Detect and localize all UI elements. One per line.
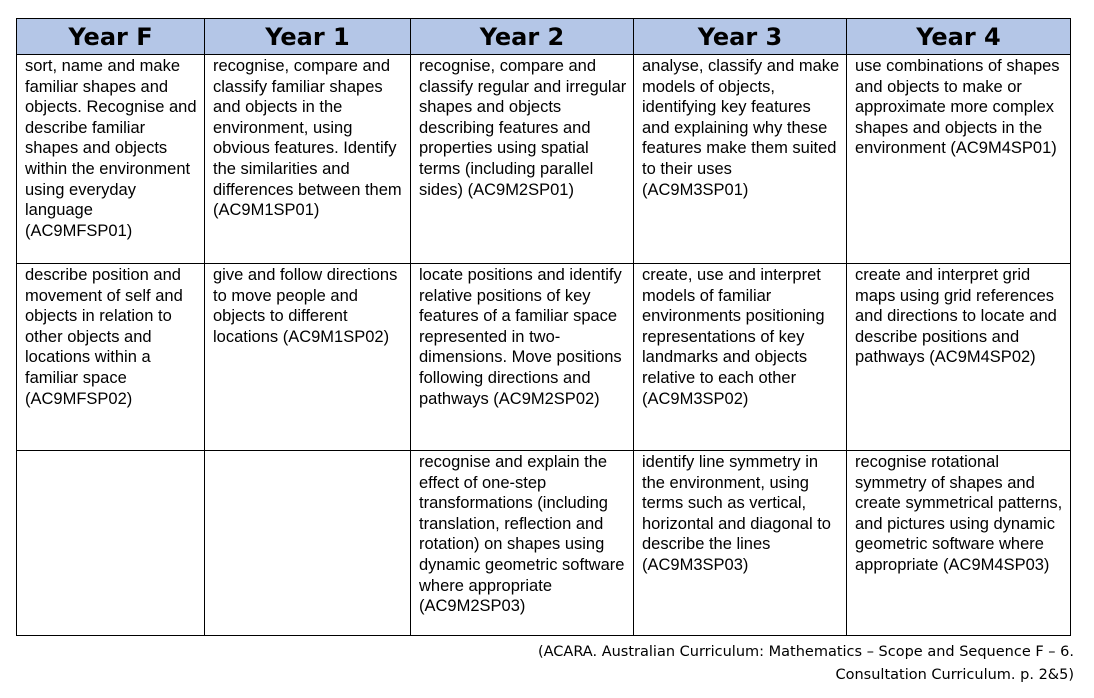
header-year-f: Year F <box>17 19 205 55</box>
header-year-1: Year 1 <box>205 19 411 55</box>
cell-year-4: create and interpret grid maps using grid references and directions to locate and describe positions and pathways (AC9M4SP02) <box>847 264 1071 451</box>
cell-year-2: recognise, compare and classify regular and irregular shapes and objects describing features and properties using spatial terms (including parallel sides) (AC9M2SP01) <box>411 55 634 264</box>
header-year-3: Year 3 <box>634 19 847 55</box>
table-row <box>17 451 1071 636</box>
cell-year-f <box>17 451 205 636</box>
cell-year-4: recognise rotational symmetry of shapes and create symmetrical patterns, and pictures using dynamic geometric software where appropriate (AC9M4SP03) <box>847 451 1071 636</box>
cell-year-3: analyse, classify and make models of objects, identifying key features and explaining why these features make them suited to their uses (AC9M3SP01) <box>634 55 847 264</box>
cell-year-4: use combinations of shapes and objects to make or approximate more complex shapes and objects in the environment (AC9M4SP01) <box>847 55 1071 264</box>
cell-year-1 <box>205 451 411 636</box>
table-row <box>17 264 1071 451</box>
cell-year-2: locate positions and identify relative positions of key features of a familiar space represented in two-dimensions. Move positions following directions and pathways (AC9M2SP02) <box>411 264 634 451</box>
cell-year-2: recognise and explain the effect of one-step transformations (including translation, reflection and rotation) on shapes using dynamic geometric software where appropriate (AC9M2SP03) <box>411 451 634 636</box>
citation-line-2: Consultation Curriculum. p. 2&5) <box>835 667 1074 683</box>
header-year-4: Year 4 <box>847 19 1071 55</box>
header-year-2: Year 2 <box>411 19 634 55</box>
citation <box>538 641 1074 687</box>
cell-year-1: give and follow directions to move people and objects to different locations (AC9M1SP02) <box>205 264 411 451</box>
header-row <box>17 19 1071 55</box>
table-row <box>17 55 1071 264</box>
cell-year-3: identify line symmetry in the environment, using terms such as vertical, horizontal and diagonal to describe the lines (AC9M3SP03) <box>634 451 847 636</box>
cell-year-f: describe position and movement of self and objects in relation to other objects and locations within a familiar space (AC9MFSP02) <box>17 264 205 451</box>
citation-line-1: (ACARA. Australian Curriculum: Mathematics – Scope and Sequence F – 6. <box>537 644 1074 660</box>
cell-year-1: recognise, compare and classify familiar shapes and objects in the environment, using obvious features. Identify the similarities and differences between them (AC9M1SP01) <box>205 55 411 264</box>
cell-year-3: create, use and interpret models of familiar environments positioning representations of key landmarks and objects relative to each other (AC9M3SP02) <box>634 264 847 451</box>
curriculum-table <box>16 18 1071 636</box>
cell-year-f: sort, name and make familiar shapes and objects. Recognise and describe familiar shapes and objects within the environment using everyday language (AC9MFSP01) <box>17 55 205 264</box>
